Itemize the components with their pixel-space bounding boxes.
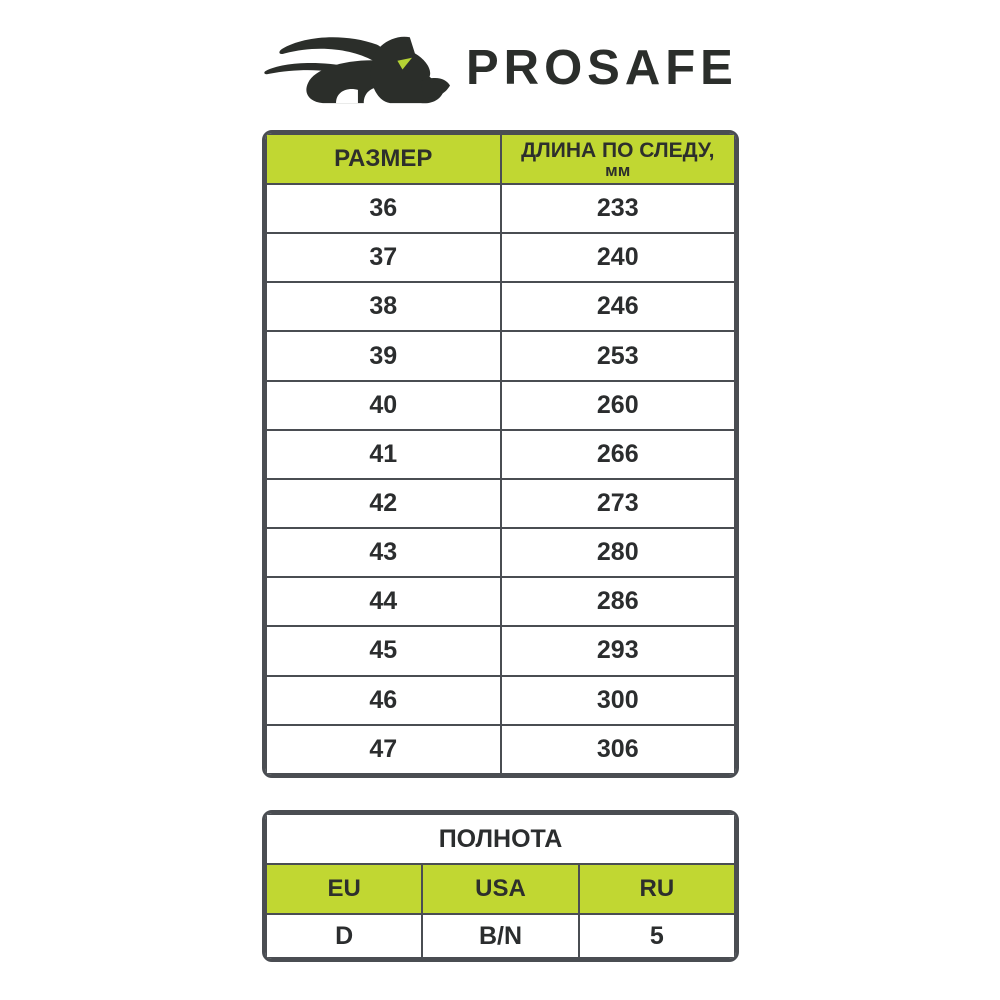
table-row [266,479,735,528]
width-table-header-row [266,864,735,914]
size-cell: 46 [266,676,501,725]
width-table [265,813,736,959]
size-column-header: РАЗМЕР [266,134,501,184]
length-cell: 306 [501,725,736,774]
table-row [266,430,735,479]
table-row [266,626,735,675]
table-row [266,381,735,430]
brand-header [260,28,740,108]
size-table-container [262,130,739,778]
length-cell: 260 [501,381,736,430]
size-table-header [266,134,735,184]
width-table-title: ПОЛНОТА [266,814,735,864]
brand-wordmark: PROSAFE [466,40,738,95]
table-row [266,676,735,725]
ru-value-cell: 5 [579,914,735,958]
eu-column-header: EU [266,864,422,914]
length-cell: 273 [501,479,736,528]
size-cell: 36 [266,184,501,233]
ru-column-header: RU [579,864,735,914]
table-row [266,725,735,774]
size-cell: 39 [266,331,501,380]
table-row [266,577,735,626]
size-cell: 43 [266,528,501,577]
width-table-value-row [266,914,735,958]
length-cell: 253 [501,331,736,380]
rhino-logo-icon [260,31,450,105]
size-table [265,133,736,775]
size-table-header-row [266,134,735,184]
width-table-title-row [266,814,735,864]
size-cell: 41 [266,430,501,479]
usa-value-cell: B/N [422,914,578,958]
size-cell: 40 [266,381,501,430]
length-cell: 286 [501,577,736,626]
length-cell: 266 [501,430,736,479]
length-cell: 293 [501,626,736,675]
usa-column-header: USA [422,864,578,914]
length-column-header [501,134,736,184]
size-cell: 38 [266,282,501,331]
table-row [266,282,735,331]
table-row [266,233,735,282]
length-cell: 246 [501,282,736,331]
length-header-line2: мм [605,160,631,180]
length-cell: 300 [501,676,736,725]
size-table-body [266,184,735,774]
table-row [266,331,735,380]
size-cell: 45 [266,626,501,675]
eu-value-cell: D [266,914,422,958]
table-row [266,184,735,233]
table-row [266,528,735,577]
length-header-line1: ДЛИНА ПО СЛЕДУ, [521,138,715,162]
length-cell: 240 [501,233,736,282]
width-table-container [262,810,739,962]
size-cell: 47 [266,725,501,774]
length-cell: 233 [501,184,736,233]
size-cell: 44 [266,577,501,626]
size-cell: 37 [266,233,501,282]
size-cell: 42 [266,479,501,528]
length-cell: 280 [501,528,736,577]
